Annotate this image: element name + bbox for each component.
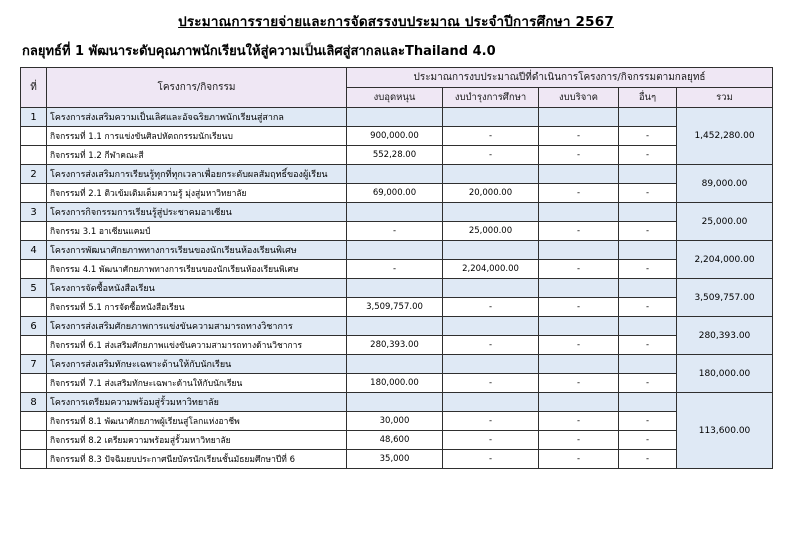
- table-row: [21, 127, 773, 146]
- row-number-spacer: [21, 412, 47, 431]
- row-number-spacer: [21, 374, 47, 393]
- budget-table: [20, 67, 773, 469]
- project-maintenance-cell: [443, 355, 539, 374]
- row-number-spacer: [21, 184, 47, 203]
- header-donation: งบบริจาค: [539, 88, 619, 108]
- activity-name: กิจกรรม 4.1 พัฒนาศักยภาพทางการเรียนของนักเรียนห้องเรียนพิเศษ: [47, 260, 347, 279]
- project-other-cell: [619, 203, 677, 222]
- activity-maintenance-amount: -: [443, 127, 539, 146]
- project-name: โครงการพัฒนาศักยภาพทางการเรียนของนักเรียนห้องเรียนพิเศษ: [47, 241, 347, 260]
- activity-donation-amount: -: [539, 431, 619, 450]
- table-row: [21, 241, 773, 260]
- activity-other-amount: -: [619, 431, 677, 450]
- activity-maintenance-amount: -: [443, 412, 539, 431]
- project-subsidy-cell: [347, 203, 443, 222]
- row-number: 3: [21, 203, 47, 222]
- project-subsidy-cell: [347, 241, 443, 260]
- activity-name: กิจกรรมที่ 6.1 ส่งเสริมศักยภาพแข่งขันความสามารถทางด้านวิชาการ: [47, 336, 347, 355]
- activity-name: กิจกรรมที่ 8.3 ปัจฉิมยบประกาศนียบัตรนักเรียนชั้นมัธยมศึกษาปีที่ 6: [47, 450, 347, 469]
- activity-maintenance-amount: 25,000.00: [443, 222, 539, 241]
- row-number: 7: [21, 355, 47, 374]
- project-other-cell: [619, 165, 677, 184]
- activity-other-amount: -: [619, 374, 677, 393]
- table-row: [21, 317, 773, 336]
- project-other-cell: [619, 108, 677, 127]
- activity-donation-amount: -: [539, 260, 619, 279]
- table-row: [21, 336, 773, 355]
- table-row: [21, 431, 773, 450]
- activity-other-amount: -: [619, 450, 677, 469]
- header-subsidy: งบอุดหนุน: [347, 88, 443, 108]
- project-donation-cell: [539, 317, 619, 336]
- row-number-spacer: [21, 146, 47, 165]
- activity-subsidy-amount: -: [347, 260, 443, 279]
- table-row: [21, 165, 773, 184]
- table-row: [21, 374, 773, 393]
- activity-other-amount: -: [619, 127, 677, 146]
- project-subsidy-cell: [347, 165, 443, 184]
- activity-donation-amount: -: [539, 374, 619, 393]
- row-number-spacer: [21, 127, 47, 146]
- activity-maintenance-amount: -: [443, 336, 539, 355]
- project-donation-cell: [539, 165, 619, 184]
- activity-name: กิจกรรมที่ 2.1 ติวเข้มเติมเต็มความรู้ มุ่งสู่มหาวิทยาลัย: [47, 184, 347, 203]
- row-number-spacer: [21, 431, 47, 450]
- table-row: [21, 355, 773, 374]
- row-total: 25,000.00: [677, 203, 773, 241]
- project-maintenance-cell: [443, 317, 539, 336]
- table-row: [21, 222, 773, 241]
- table-row: [21, 393, 773, 412]
- table-row: [21, 298, 773, 317]
- activity-other-amount: -: [619, 336, 677, 355]
- activity-other-amount: -: [619, 298, 677, 317]
- project-maintenance-cell: [443, 203, 539, 222]
- project-maintenance-cell: [443, 165, 539, 184]
- row-number: 8: [21, 393, 47, 412]
- activity-maintenance-amount: -: [443, 374, 539, 393]
- project-other-cell: [619, 355, 677, 374]
- header-project: โครงการ/กิจกรรม: [47, 68, 347, 108]
- activity-name: กิจกรรมที่ 5.1 การจัดซื้อหนังสือเรียน: [47, 298, 347, 317]
- project-donation-cell: [539, 203, 619, 222]
- project-maintenance-cell: [443, 108, 539, 127]
- project-donation-cell: [539, 108, 619, 127]
- project-other-cell: [619, 279, 677, 298]
- row-total: 280,393.00: [677, 317, 773, 355]
- project-donation-cell: [539, 279, 619, 298]
- activity-other-amount: -: [619, 412, 677, 431]
- header-budget-group: ประมาณการงบประมาณปีที่ดำเนินการโครงการ/กิจกรรมตามกลยุทธ์: [347, 68, 773, 88]
- project-maintenance-cell: [443, 241, 539, 260]
- project-name: โครงการกิจกรรมการเรียนรู้สู่ประชาคมอาเซียน: [47, 203, 347, 222]
- activity-donation-amount: -: [539, 146, 619, 165]
- project-other-cell: [619, 317, 677, 336]
- table-header: [21, 68, 773, 108]
- project-maintenance-cell: [443, 393, 539, 412]
- project-other-cell: [619, 241, 677, 260]
- project-name: โครงการส่งเสริมความเป็นเลิศและอัจฉริยภาพนักเรียนสู่สากล: [47, 108, 347, 127]
- activity-subsidy-amount: 30,000: [347, 412, 443, 431]
- row-number: 4: [21, 241, 47, 260]
- activity-subsidy-amount: 280,393.00: [347, 336, 443, 355]
- activity-maintenance-amount: 20,000.00: [443, 184, 539, 203]
- row-total: 89,000.00: [677, 165, 773, 203]
- activity-donation-amount: -: [539, 298, 619, 317]
- header-total: รวม: [677, 88, 773, 108]
- activity-name: กิจกรรม 3.1 อาเซียนแคมป์: [47, 222, 347, 241]
- activity-donation-amount: -: [539, 184, 619, 203]
- activity-name: กิจกรรมที่ 7.1 ส่งเสริมทักษะเฉพาะด้านให้กับนักเรียน: [47, 374, 347, 393]
- activity-other-amount: -: [619, 260, 677, 279]
- row-number-spacer: [21, 450, 47, 469]
- project-donation-cell: [539, 393, 619, 412]
- activity-name: กิจกรรมที่ 8.1 พัฒนาศักยภาพผู้เรียนสู่โลกแห่งอาชีพ: [47, 412, 347, 431]
- project-other-cell: [619, 393, 677, 412]
- activity-subsidy-amount: 48,600: [347, 431, 443, 450]
- activity-other-amount: -: [619, 146, 677, 165]
- row-total: 113,600.00: [677, 393, 773, 469]
- activity-subsidy-amount: 552,28.00: [347, 146, 443, 165]
- row-number-spacer: [21, 260, 47, 279]
- project-name: โครงการส่งเสริมการเรียนรู้ทุกที่ทุกเวลาเพื่อยกระดับผลสัมฤทธิ์ของผู้เรียน: [47, 165, 347, 184]
- activity-maintenance-amount: 2,204,000.00: [443, 260, 539, 279]
- project-name: โครงการจัดซื้อหนังสือเรียน: [47, 279, 347, 298]
- page-title: ประมาณการรายจ่ายและการจัดสรรงบประมาณ ประจำปีการศึกษา 2567: [178, 14, 614, 30]
- activity-other-amount: -: [619, 222, 677, 241]
- row-number-spacer: [21, 298, 47, 317]
- project-subsidy-cell: [347, 355, 443, 374]
- project-subsidy-cell: [347, 317, 443, 336]
- row-number-spacer: [21, 336, 47, 355]
- table-row: [21, 412, 773, 431]
- project-name: โครงการเตรียมความพร้อมสู่รั้วมหาวิทยาลัย: [47, 393, 347, 412]
- activity-maintenance-amount: -: [443, 450, 539, 469]
- activity-donation-amount: -: [539, 127, 619, 146]
- table-row: [21, 260, 773, 279]
- row-total: 1,452,280.00: [677, 108, 773, 165]
- activity-maintenance-amount: -: [443, 146, 539, 165]
- activity-name: กิจกรรมที่ 1.2 กีฬาคณะสี: [47, 146, 347, 165]
- table-row: [21, 279, 773, 298]
- activity-subsidy-amount: 180,000.00: [347, 374, 443, 393]
- project-name: โครงการส่งเสริมศักยภาพการแข่งขันความสามารถทางวิชาการ: [47, 317, 347, 336]
- header-maintenance: งบบำรุงการศึกษา: [443, 88, 539, 108]
- activity-donation-amount: -: [539, 222, 619, 241]
- header-no: ที่: [21, 68, 47, 108]
- activity-subsidy-amount: 35,000: [347, 450, 443, 469]
- project-maintenance-cell: [443, 279, 539, 298]
- project-donation-cell: [539, 355, 619, 374]
- project-subsidy-cell: [347, 279, 443, 298]
- table-row: [21, 450, 773, 469]
- table-row: [21, 108, 773, 127]
- header-other: อื่นๆ: [619, 88, 677, 108]
- activity-name: กิจกรรมที่ 8.2 เตรียมความพร้อมสู่รั้วมหาวิทยาลัย: [47, 431, 347, 450]
- activity-maintenance-amount: -: [443, 431, 539, 450]
- table-body: [21, 108, 773, 469]
- row-number: 6: [21, 317, 47, 336]
- project-donation-cell: [539, 241, 619, 260]
- row-total: 2,204,000.00: [677, 241, 773, 279]
- row-number: 2: [21, 165, 47, 184]
- activity-subsidy-amount: -: [347, 222, 443, 241]
- project-subsidy-cell: [347, 393, 443, 412]
- activity-other-amount: -: [619, 184, 677, 203]
- row-total: 180,000.00: [677, 355, 773, 393]
- project-subsidy-cell: [347, 108, 443, 127]
- table-row: [21, 203, 773, 222]
- table-row: [21, 146, 773, 165]
- activity-donation-amount: -: [539, 412, 619, 431]
- row-total: 3,509,757.00: [677, 279, 773, 317]
- activity-donation-amount: -: [539, 336, 619, 355]
- strategy-heading: กลยุทธ์ที่ 1 พัฒนาระดับคุณภาพนักเรียนให้สู่ความเป็นเลิศสู่สากลและThailand 4.0: [22, 44, 496, 59]
- table-row: [21, 184, 773, 203]
- activity-maintenance-amount: -: [443, 298, 539, 317]
- row-number: 5: [21, 279, 47, 298]
- row-number: 1: [21, 108, 47, 127]
- activity-subsidy-amount: 3,509,757.00: [347, 298, 443, 317]
- activity-name: กิจกรรมที่ 1.1 การแข่งขันศิลปหัตถกรรมนักเรียนบ: [47, 127, 347, 146]
- activity-subsidy-amount: 900,000.00: [347, 127, 443, 146]
- activity-subsidy-amount: 69,000.00: [347, 184, 443, 203]
- project-name: โครงการส่งเสริมทักษะเฉพาะด้านให้กับนักเรียน: [47, 355, 347, 374]
- activity-donation-amount: -: [539, 450, 619, 469]
- row-number-spacer: [21, 222, 47, 241]
